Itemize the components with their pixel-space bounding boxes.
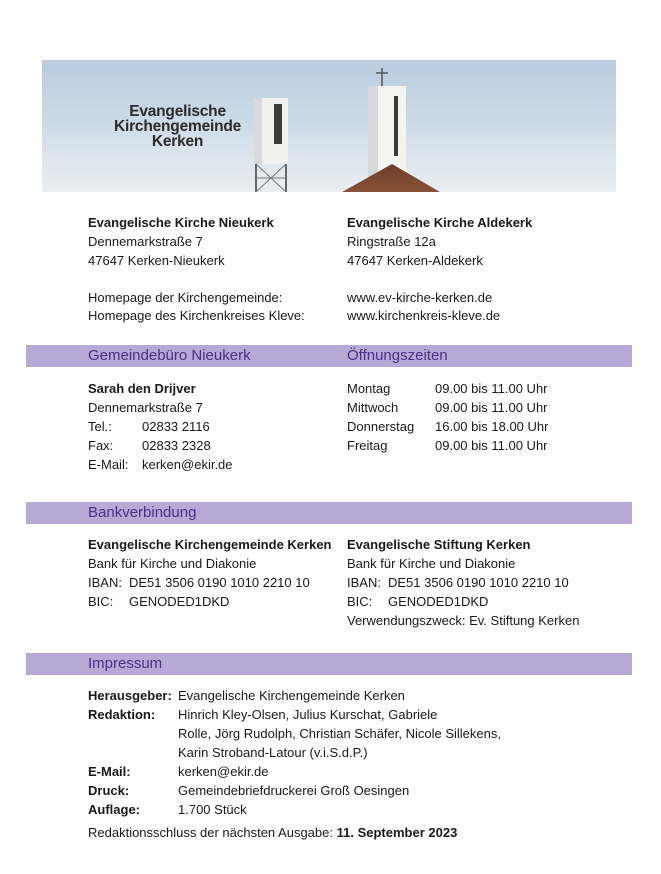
bank-right-bic: GENODED1DKD [388, 594, 489, 609]
hours-day: Donnerstag [347, 419, 415, 434]
circulation-value: 1.700 Stück [178, 802, 247, 817]
link-label-parish: Homepage der Kirchengemeinde: [88, 290, 283, 305]
church-right-city: 47647 Kerken-Aldekerk [347, 253, 483, 268]
impressum-heading: Impressum [88, 655, 163, 672]
bank-left-bic-label: BIC: [88, 594, 114, 609]
bank-right-title: Evangelische Stiftung Kerken [347, 537, 531, 552]
print-label: Druck: [88, 783, 130, 798]
banner-title: Evangelische Kirchengemeinde Kerken [114, 103, 242, 150]
editors-line: Rolle, Jörg Rudolph, Christian Schäfer, Nicole Sillekens, [178, 726, 501, 741]
header-banner [42, 60, 616, 192]
office-mail[interactable]: kerken@ekir.de [142, 457, 233, 472]
bank-left-iban: DE51 3506 0190 1010 2210 10 [129, 575, 310, 590]
church-right-street: Ringstraße 12a [347, 234, 436, 249]
bank-right-iban-label: IBAN: [347, 575, 381, 590]
editors-label: Redaktion: [88, 707, 156, 722]
publisher-label: Herausgeber: [88, 688, 172, 703]
office-fax-label: Fax: [88, 438, 114, 453]
bank-right-iban: DE51 3506 0190 1010 2210 10 [388, 575, 569, 590]
church-left-city: 47647 Kerken-Nieukerk [88, 253, 225, 268]
hours-time: 16.00 bis 18.00 Uhr [435, 419, 549, 434]
hours-heading: Öffnungszeiten [347, 347, 448, 364]
bank-left-title: Evangelische Kirchengemeinde Kerken [88, 537, 332, 552]
bank-left-iban-label: IBAN: [88, 575, 122, 590]
office-fax: 02833 2328 [142, 438, 211, 453]
editors-line: Hinrich Kley-Olsen, Julius Kurschat, Gabriele [178, 707, 438, 722]
hours-day: Mittwoch [347, 400, 399, 415]
deadline-line [88, 824, 457, 842]
office-section-bar [26, 345, 632, 367]
bank-section-bar [26, 502, 632, 524]
publisher-value: Evangelische Kirchengemeinde Kerken [178, 688, 405, 703]
bank-right-bic-label: BIC: [347, 594, 373, 609]
office-contact-name: Sarah den Drijver [88, 381, 196, 396]
impressum-mail[interactable]: kerken@ekir.de [178, 764, 269, 779]
office-tel-label: Tel.: [88, 419, 112, 434]
link-url-district[interactable]: www.kirchenkreis-kleve.de [347, 308, 501, 323]
bank-right-purpose: Verwendungszweck: Ev. Stiftung Kerken [347, 613, 580, 628]
church-left-street: Dennemarkstraße 7 [88, 234, 203, 249]
link-url-parish[interactable]: www.ev-kirche-kerken.de [347, 290, 493, 305]
bank-left-bank: Bank für Kirche und Diakonie [88, 556, 257, 571]
deadline-date: 11. September 2023 [336, 825, 458, 840]
church-left-name: Evangelische Kirche Nieukerk [88, 215, 274, 230]
deadline-text: Redaktionsschluss der nächsten Ausgabe: [88, 825, 333, 840]
hours-time: 09.00 bis 11.00 Uhr [435, 438, 548, 453]
office-mail-label: E-Mail: [88, 457, 129, 472]
hours-time: 09.00 bis 11.00 Uhr [435, 381, 548, 396]
impressum-mail-label: E-Mail: [88, 764, 131, 779]
circulation-label: Auflage: [88, 802, 140, 817]
impressum-section-bar [26, 653, 632, 675]
church-right-name: Evangelische Kirche Aldekerk [347, 215, 533, 230]
hours-time: 09.00 bis 11.00 Uhr [435, 400, 548, 415]
bank-right-bank: Bank für Kirche und Diakonie [347, 556, 516, 571]
editors-line: Karin Stroband-Latour (v.i.S.d.P.) [178, 745, 368, 760]
hours-day: Montag [347, 381, 391, 396]
hours-day: Freitag [347, 438, 388, 453]
office-tel: 02833 2116 [142, 419, 210, 434]
bank-heading: Bankverbindung [88, 504, 197, 521]
print-value: Gemeindebriefdruckerei Groß Oesingen [178, 783, 410, 798]
office-heading: Gemeindebüro Nieukerk [88, 347, 251, 364]
bank-left-bic: GENODED1DKD [129, 594, 230, 609]
link-label-district: Homepage des Kirchenkreises Kleve: [88, 308, 305, 323]
office-street: Dennemarkstraße 7 [88, 400, 203, 415]
